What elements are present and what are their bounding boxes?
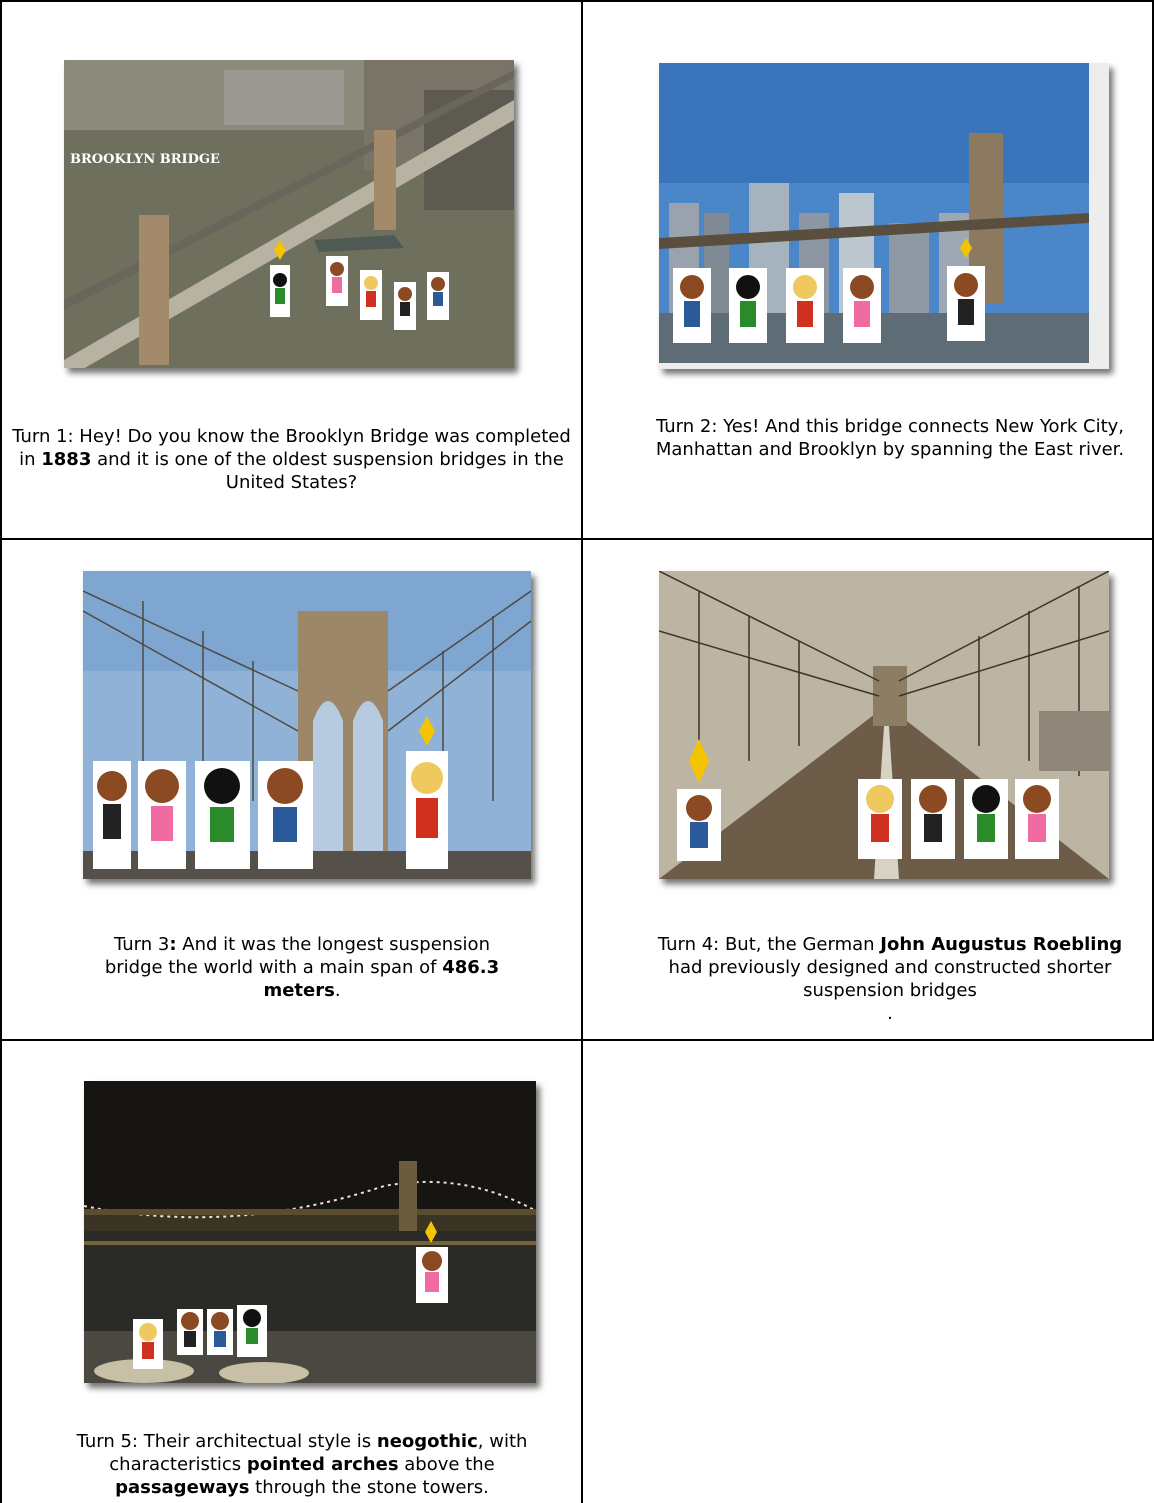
turn-5-caption-text-2: , with characteristics <box>109 1431 528 1475</box>
turn-5-caption-arches: pointed arches <box>246 1454 399 1475</box>
turn-5-cell <box>2 1041 581 1503</box>
turn-1-caption <box>12 425 571 494</box>
turn-1-photo-label: BROOKLYN BRIDGE <box>70 152 220 167</box>
turn-5-caption-text: Turn 5: Their architectual style is <box>76 1431 377 1452</box>
turn-3-caption-turn: Turn 3 <box>114 934 170 955</box>
turn-1-caption-text-end: and it is one of the oldest suspension bridges in the United States? <box>91 449 564 493</box>
turn-2-cell <box>583 2 1152 538</box>
turn-2-scene <box>659 63 1109 369</box>
turn-4-caption-text-end: had previously designed and constructed shorter suspension bridges <box>668 957 1112 1001</box>
turn-1-cell <box>2 2 581 538</box>
turn-5-photo <box>84 1081 536 1383</box>
turn-1-photo <box>64 60 514 368</box>
turn-3-caption-text: And it was the longest suspension bridge the world with a main span of <box>104 934 490 978</box>
turn-5-caption-text-3: above the <box>398 1454 495 1475</box>
turn-3-caption <box>87 933 517 1002</box>
turn-3-caption-period: . <box>334 980 341 1001</box>
turn-2-caption-text: Turn 2: Yes! And this bridge connects New York City, Manhattan and Brooklyn by spanning the East river. <box>655 416 1125 460</box>
turn-1-caption-text: Turn 1: Hey! Do you know the Brooklyn Bridge was completed in <box>12 426 571 470</box>
turn-4-photo <box>659 571 1109 879</box>
turn-5-caption <box>42 1430 562 1499</box>
turn-3-cell <box>2 540 581 1039</box>
turn-4-scene <box>659 571 1109 879</box>
turn-3-caption-span: 486.3 meters <box>263 957 500 1001</box>
turn-4-cell <box>583 540 1152 1039</box>
turn-4-caption-period: . <box>887 1003 893 1024</box>
turn-5-caption-passageways: passageways <box>115 1477 250 1498</box>
turn-5-caption-text-4: through the stone towers. <box>249 1477 489 1498</box>
turn-2-caption <box>655 415 1125 461</box>
turn-2-photo <box>659 63 1109 369</box>
turn-4-caption <box>655 933 1125 1025</box>
turn-1-scene <box>64 60 514 368</box>
turn-5-scene <box>84 1081 536 1383</box>
turn-3-photo <box>83 571 531 879</box>
turn-1-caption-year: 1883 <box>41 449 92 470</box>
turn-4-caption-text: Turn 4: But, the German <box>657 934 881 955</box>
turn-4-caption-name: John Augustus Roebling <box>880 934 1123 955</box>
turn-3-caption-colon: : <box>169 934 177 955</box>
turn-5-caption-style: neogothic <box>376 1431 478 1452</box>
turn-3-scene <box>83 571 531 879</box>
